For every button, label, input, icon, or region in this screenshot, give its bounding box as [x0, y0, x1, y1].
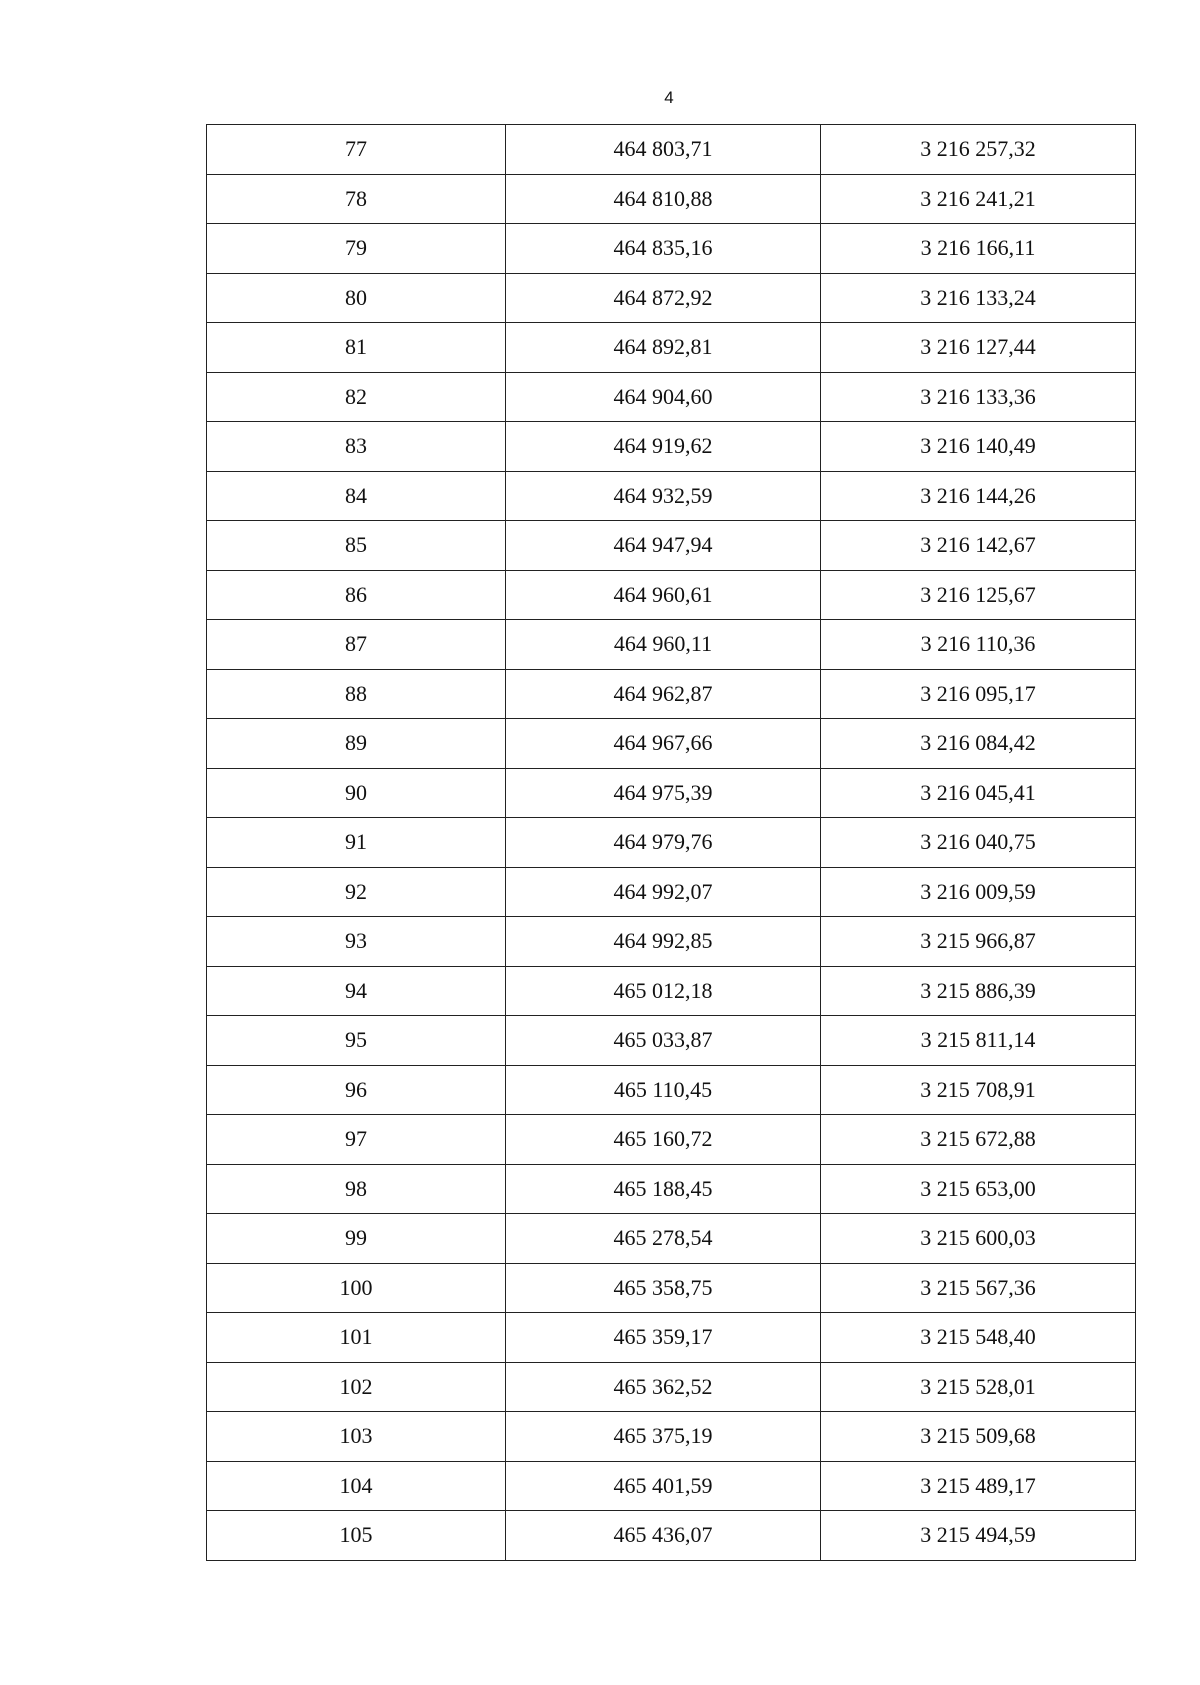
- x-coordinate-cell: 464 962,87: [506, 669, 821, 719]
- y-coordinate-cell: 3 215 886,39: [821, 966, 1136, 1016]
- x-coordinate-cell: 465 375,19: [506, 1412, 821, 1462]
- x-coordinate-cell: 464 992,85: [506, 917, 821, 967]
- point-number-cell: 92: [207, 867, 506, 917]
- y-coordinate-cell: 3 215 966,87: [821, 917, 1136, 967]
- point-number-cell: 94: [207, 966, 506, 1016]
- x-coordinate-cell: 465 358,75: [506, 1263, 821, 1313]
- x-coordinate-cell: 465 359,17: [506, 1313, 821, 1363]
- x-coordinate-cell: 465 188,45: [506, 1164, 821, 1214]
- table-row: [207, 471, 1136, 521]
- x-coordinate-cell: 464 992,07: [506, 867, 821, 917]
- point-number-cell: 93: [207, 917, 506, 967]
- table-row: [207, 1115, 1136, 1165]
- coordinates-table: [206, 124, 1136, 1561]
- point-number-cell: 102: [207, 1362, 506, 1412]
- page-number: 4: [664, 88, 674, 107]
- table-row: [207, 1065, 1136, 1115]
- y-coordinate-cell: 3 215 494,59: [821, 1511, 1136, 1561]
- y-coordinate-cell: 3 216 009,59: [821, 867, 1136, 917]
- x-coordinate-cell: 464 904,60: [506, 372, 821, 422]
- table-row: [207, 1214, 1136, 1264]
- x-coordinate-cell: 464 967,66: [506, 719, 821, 769]
- table-row: [207, 669, 1136, 719]
- table-row: [207, 323, 1136, 373]
- x-coordinate-cell: 464 932,59: [506, 471, 821, 521]
- table-row: [207, 521, 1136, 571]
- y-coordinate-cell: 3 215 708,91: [821, 1065, 1136, 1115]
- point-number-cell: 99: [207, 1214, 506, 1264]
- x-coordinate-cell: 464 947,94: [506, 521, 821, 571]
- table-row: [207, 1263, 1136, 1313]
- point-number-cell: 78: [207, 174, 506, 224]
- point-number-cell: 79: [207, 224, 506, 274]
- y-coordinate-cell: 3 215 489,17: [821, 1461, 1136, 1511]
- y-coordinate-cell: 3 216 166,11: [821, 224, 1136, 274]
- x-coordinate-cell: 465 160,72: [506, 1115, 821, 1165]
- table-row: [207, 273, 1136, 323]
- x-coordinate-cell: 465 110,45: [506, 1065, 821, 1115]
- coordinates-table-body: [207, 125, 1136, 1561]
- point-number-cell: 98: [207, 1164, 506, 1214]
- y-coordinate-cell: 3 216 140,49: [821, 422, 1136, 472]
- x-coordinate-cell: 464 919,62: [506, 422, 821, 472]
- y-coordinate-cell: 3 216 133,36: [821, 372, 1136, 422]
- x-coordinate-cell: 465 362,52: [506, 1362, 821, 1412]
- point-number-cell: 91: [207, 818, 506, 868]
- point-number-cell: 95: [207, 1016, 506, 1066]
- x-coordinate-cell: 464 975,39: [506, 768, 821, 818]
- x-coordinate-cell: 464 872,92: [506, 273, 821, 323]
- table-row: [207, 372, 1136, 422]
- y-coordinate-cell: 3 215 548,40: [821, 1313, 1136, 1363]
- table-row: [207, 1511, 1136, 1561]
- table-row: [207, 570, 1136, 620]
- point-number-cell: 86: [207, 570, 506, 620]
- y-coordinate-cell: 3 215 653,00: [821, 1164, 1136, 1214]
- point-number-cell: 81: [207, 323, 506, 373]
- y-coordinate-cell: 3 215 567,36: [821, 1263, 1136, 1313]
- y-coordinate-cell: 3 215 528,01: [821, 1362, 1136, 1412]
- table-row: [207, 224, 1136, 274]
- coordinates-table-container: [206, 124, 1135, 1561]
- table-row: [207, 768, 1136, 818]
- point-number-cell: 80: [207, 273, 506, 323]
- y-coordinate-cell: 3 216 040,75: [821, 818, 1136, 868]
- x-coordinate-cell: 464 892,81: [506, 323, 821, 373]
- point-number-cell: 105: [207, 1511, 506, 1561]
- y-coordinate-cell: 3 216 125,67: [821, 570, 1136, 620]
- point-number-cell: 82: [207, 372, 506, 422]
- point-number-cell: 87: [207, 620, 506, 670]
- y-coordinate-cell: 3 215 509,68: [821, 1412, 1136, 1462]
- y-coordinate-cell: 3 215 600,03: [821, 1214, 1136, 1264]
- point-number-cell: 83: [207, 422, 506, 472]
- y-coordinate-cell: 3 215 811,14: [821, 1016, 1136, 1066]
- table-row: [207, 1313, 1136, 1363]
- y-coordinate-cell: 3 216 095,17: [821, 669, 1136, 719]
- table-row: [207, 1362, 1136, 1412]
- table-row: [207, 125, 1136, 175]
- table-row: [207, 818, 1136, 868]
- y-coordinate-cell: 3 216 084,42: [821, 719, 1136, 769]
- x-coordinate-cell: 465 278,54: [506, 1214, 821, 1264]
- x-coordinate-cell: 464 810,88: [506, 174, 821, 224]
- y-coordinate-cell: 3 216 144,26: [821, 471, 1136, 521]
- table-row: [207, 719, 1136, 769]
- table-row: [207, 422, 1136, 472]
- table-row: [207, 1461, 1136, 1511]
- x-coordinate-cell: 465 033,87: [506, 1016, 821, 1066]
- x-coordinate-cell: 465 436,07: [506, 1511, 821, 1561]
- table-row: [207, 1412, 1136, 1462]
- x-coordinate-cell: 464 960,11: [506, 620, 821, 670]
- point-number-cell: 89: [207, 719, 506, 769]
- y-coordinate-cell: 3 216 241,21: [821, 174, 1136, 224]
- y-coordinate-cell: 3 216 127,44: [821, 323, 1136, 373]
- point-number-cell: 88: [207, 669, 506, 719]
- x-coordinate-cell: 464 979,76: [506, 818, 821, 868]
- y-coordinate-cell: 3 216 257,32: [821, 125, 1136, 175]
- table-row: [207, 620, 1136, 670]
- point-number-cell: 100: [207, 1263, 506, 1313]
- table-row: [207, 1164, 1136, 1214]
- table-row: [207, 867, 1136, 917]
- y-coordinate-cell: 3 216 142,67: [821, 521, 1136, 571]
- y-coordinate-cell: 3 215 672,88: [821, 1115, 1136, 1165]
- point-number-cell: 103: [207, 1412, 506, 1462]
- table-row: [207, 174, 1136, 224]
- x-coordinate-cell: 465 401,59: [506, 1461, 821, 1511]
- x-coordinate-cell: 464 803,71: [506, 125, 821, 175]
- point-number-cell: 90: [207, 768, 506, 818]
- x-coordinate-cell: 464 835,16: [506, 224, 821, 274]
- x-coordinate-cell: 464 960,61: [506, 570, 821, 620]
- point-number-cell: 77: [207, 125, 506, 175]
- point-number-cell: 101: [207, 1313, 506, 1363]
- y-coordinate-cell: 3 216 133,24: [821, 273, 1136, 323]
- point-number-cell: 104: [207, 1461, 506, 1511]
- table-row: [207, 917, 1136, 967]
- y-coordinate-cell: 3 216 110,36: [821, 620, 1136, 670]
- point-number-cell: 85: [207, 521, 506, 571]
- table-row: [207, 966, 1136, 1016]
- point-number-cell: 84: [207, 471, 506, 521]
- point-number-cell: 97: [207, 1115, 506, 1165]
- x-coordinate-cell: 465 012,18: [506, 966, 821, 1016]
- y-coordinate-cell: 3 216 045,41: [821, 768, 1136, 818]
- table-row: [207, 1016, 1136, 1066]
- point-number-cell: 96: [207, 1065, 506, 1115]
